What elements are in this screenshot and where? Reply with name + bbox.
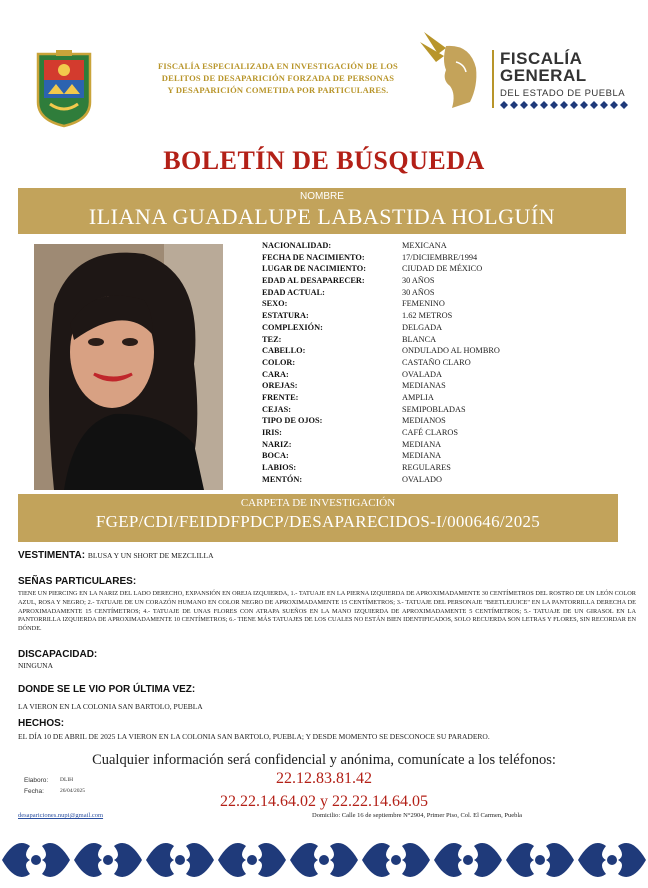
contact-message: Cualquier información será confidencial y anónima, comunícate a los teléfonos: (92, 752, 556, 768)
detail-value: MEDIANA (402, 439, 442, 449)
discapacidad-value: NINGUNA (18, 661, 53, 670)
detail-row (262, 369, 562, 381)
detail-label: COLOR: (262, 357, 296, 367)
vestimenta-heading (18, 550, 214, 561)
investigation-label: CARPETA DE INVESTIGACIÓN (240, 497, 396, 509)
physical-details (262, 240, 562, 485)
header (0, 0, 648, 130)
contact-email-link[interactable]: desapariciones.nupi@gmail.com (18, 812, 104, 819)
detail-row (262, 298, 562, 310)
fiscalia-title-line1: FISCALÍA (500, 49, 583, 68)
detail-label: NACIONALIDAD: (262, 241, 332, 250)
detail-label: TIPO DE OJOS: (262, 416, 323, 426)
missing-person-photo (34, 244, 223, 490)
detail-row (262, 357, 562, 369)
detail-value: FEMENINO (402, 299, 445, 309)
missing-person-name: ILIANA GUADALUPE LABASTIDA HOLGUÍN (88, 204, 556, 229)
fiscalia-subtitle: DEL ESTADO DE PUEBLA (500, 88, 626, 99)
detail-row (262, 462, 562, 474)
detail-row (262, 380, 562, 392)
elaboro-value: DLIH (60, 777, 74, 783)
detail-value: DELGADA (402, 322, 443, 332)
fiscalia-title-line2: GENERAL (500, 66, 587, 85)
detail-label: FECHA DE NACIMIENTO: (262, 252, 365, 262)
puebla-coat-of-arms-logo (34, 48, 94, 128)
detail-value: OVALADO (402, 474, 442, 484)
detail-row (262, 392, 562, 404)
senas-value: TIENE UN PIERCING EN LA NARIZ DEL LADO DERECHO, EXPANSIÓN EN OREJA IZQUIERDA, 1.- TATUAJE EN LA PIERNA IZQUIERDA DE APROXIMADAMENTE 30 CENTÍMETROS DEL ROSTRO DE UN LEÓN COLOR AZUL, ROSA Y NEGRO; 2.- TATUAJE DE UN CORAZÓN HUMANO EN COLOR NEGRO DE APROXIMADAMENTE 15 CENTÍMETROS; 3.- TATUAJE DEL PERSONAJE "BEETLEJUICE" EN LA PANTORRILLA DERECHA DE APROXIMADAMENTE 15 CENTÍMETROS; 4.- TATUAJE DE UNAS FLORES CON ATRAPA SUEÑOS EN LA MANO IZQUIERDA DE APROXIMADAMENTE 5 CENTÍMETROS; 5.- TATUAJE DE UN GIRASOL EN LA PANTORRILLA IZQUIERDA DE APROXIMADAMENTE 10 CENTÍMETROS; 6.- TIENE MÁS TATUAJES DE LOS CUALES NO ESTÁN BIEN IDENTIFICADOS, SOLO RECUERDA SON LETRAS Y FLORES, SIN RECORDAR EN DÓNDE. (18, 590, 636, 633)
detail-row (262, 275, 562, 287)
vestimenta-value: BLUSA Y UN SHORT DE MEZCLILLA (87, 551, 214, 560)
bulletin-title: BOLETÍN DE BÚSQUEDA (163, 146, 485, 175)
detail-row (262, 450, 562, 462)
detail-value: 1.62 METROS (402, 311, 453, 321)
detail-label: TEZ: (262, 334, 282, 344)
hechos-value: EL DÍA 10 DE ABRIL DE 2025 LA VIERON EN LA COLONIA SAN BARTOLO, PUEBLA; Y DESDE MOMENTO SE DESCONOCE SU PARADERO. (18, 732, 490, 741)
detail-label: OREJAS: (262, 381, 298, 391)
detail-row (262, 345, 562, 357)
phone-numbers-secondary[interactable]: 22.22.14.64.02 y 22.22.14.64.05 (220, 793, 428, 810)
detail-label: CARA: (262, 369, 289, 379)
detail-label: CABELLO: (262, 346, 306, 356)
fecha-value: 26/04/2025 (60, 788, 86, 794)
detail-row (262, 322, 562, 334)
detail-label: MENTÓN: (262, 474, 303, 484)
detail-value: 30 AÑOS (402, 276, 435, 286)
detail-label: BOCA: (262, 451, 289, 461)
detail-label: NARIZ: (262, 439, 292, 449)
address-text: Domicilio: Calle 16 de septiembre N°2904, Primer Piso, Col. El Carmen, Puebla (312, 812, 523, 819)
detail-label: IRIS: (262, 428, 282, 437)
detail-row (262, 263, 562, 275)
detail-value: BLANCA (402, 334, 437, 344)
fecha-line (24, 788, 86, 795)
detail-row (262, 252, 562, 264)
donde-value: LA VIERON EN LA COLONIA SAN BARTOLO, PUEBLA (18, 702, 203, 711)
investigation-band (18, 494, 618, 542)
name-label: NOMBRE (300, 191, 344, 202)
detail-label: FRENTE: (262, 392, 299, 402)
fiscalia-head-logo (416, 28, 488, 110)
decorative-pattern-icon (500, 101, 630, 109)
detail-row (262, 240, 562, 252)
detail-value: 30 AÑOS (402, 287, 435, 297)
hechos-heading: HECHOS: (18, 718, 65, 729)
detail-row (262, 427, 562, 439)
detail-value: CAFÉ CLAROS (402, 428, 459, 437)
fiscalia-general-title (500, 50, 587, 84)
fecha-label: Fecha: (24, 788, 44, 795)
elaboro-label: Elaboro: (24, 777, 49, 784)
vestimenta-label: VESTIMENTA: (18, 550, 86, 561)
detail-row (262, 287, 562, 299)
detail-value: MEDIANA (402, 451, 442, 461)
detail-value: MEDIANOS (402, 416, 446, 426)
detail-value: MEDIANAS (402, 381, 446, 391)
detail-label: CEJAS: (262, 404, 292, 414)
detail-label: EDAD ACTUAL: (262, 287, 325, 297)
agency-name: FISCALÍA ESPECIALIZADA EN INVESTIGACIÓN DE LOS DELITOS DE DESAPARICIÓN FORZADA DE PERSONAS Y DESAPARICIÓN COMETIDA POR PARTICULARES. (158, 61, 398, 95)
detail-value: AMPLIA (402, 392, 434, 402)
discapacidad-heading: DISCAPACIDAD: (18, 649, 98, 660)
detail-value: SEMIPOBLADAS (402, 404, 466, 414)
detail-label: COMPLEXIÓN: (262, 322, 323, 332)
detail-row (262, 439, 562, 451)
detail-label: EDAD AL DESAPARECER: (262, 276, 365, 286)
detail-label: LUGAR DE NACIMIENTO: (262, 264, 367, 274)
phone-number-primary[interactable]: 22.12.83.81.42 (276, 770, 372, 787)
detail-value: ONDULADO AL HOMBRO (402, 346, 500, 356)
detail-row (262, 474, 562, 486)
name-band (18, 188, 626, 234)
detail-row (262, 415, 562, 427)
detail-value: 17/DICIEMBRE/1994 (402, 252, 478, 262)
detail-row (262, 334, 562, 346)
detail-label: ESTATURA: (262, 311, 309, 321)
detail-row (262, 404, 562, 416)
brand-divider (492, 50, 494, 108)
detail-value: OVALADA (402, 369, 442, 379)
senas-heading: SEÑAS PARTICULARES: (18, 576, 137, 587)
detail-value: REGULARES (402, 463, 451, 473)
elaboro-line (24, 777, 74, 784)
detail-value: CASTAÑO CLARO (402, 357, 471, 367)
detail-value: CIUDAD DE MÉXICO (402, 264, 483, 274)
talavera-pattern-icon (0, 832, 648, 888)
investigation-number: FGEP/CDI/FEIDDFPDCP/DESAPARECIDOS-I/000646/2025 (95, 512, 541, 531)
detail-label: LABIOS: (262, 463, 297, 473)
portrait-illustration (34, 244, 223, 490)
detail-label: SEXO: (262, 299, 288, 309)
detail-value: MEXICANA (402, 241, 447, 250)
detail-row (262, 310, 562, 322)
donde-heading: DONDE SE LE VIO POR ÚLTIMA VEZ: (18, 684, 196, 695)
